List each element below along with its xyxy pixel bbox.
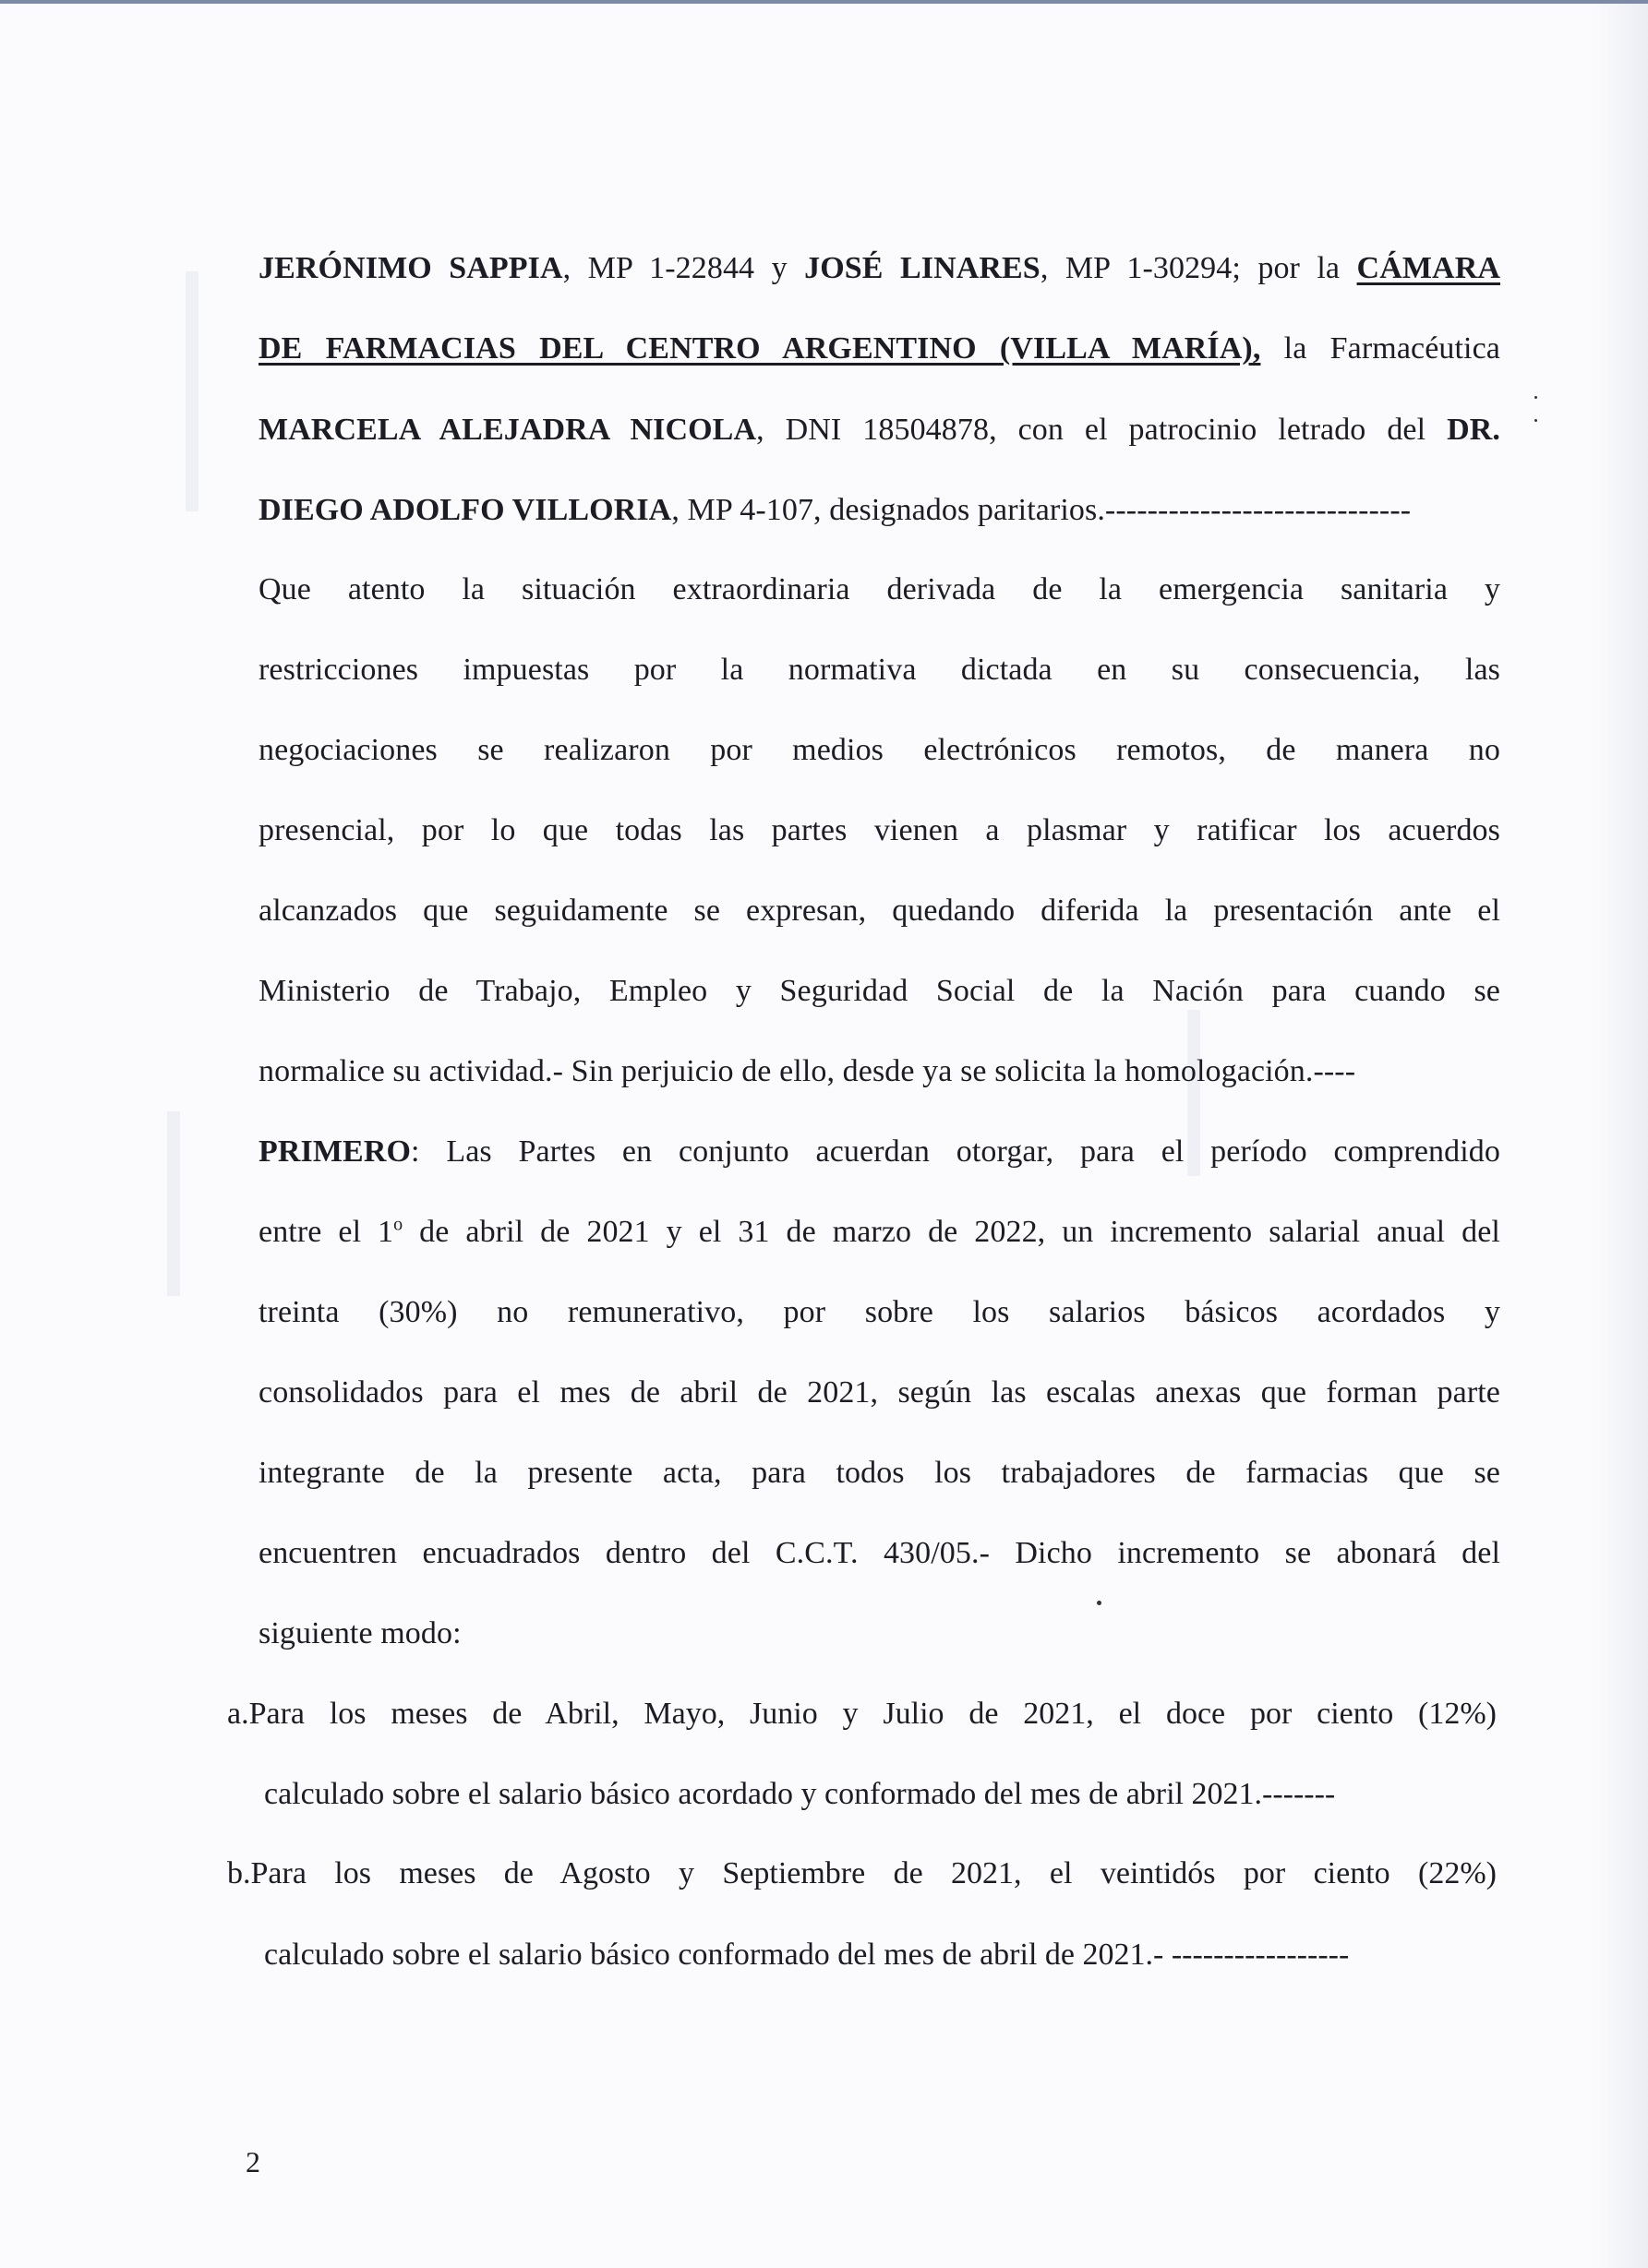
text-segment: , MP 4-107, designados paritarios.----------------------------- bbox=[671, 493, 1412, 527]
list-item-continuation-line: calculado sobre el salario básico acordado y conformado del mes de abril 2021.------- bbox=[264, 1777, 1336, 1811]
bold-text-segment: DE FARMACIAS DEL CENTRO ARGENTINO (VILLA MARÍA), bbox=[259, 331, 1261, 366]
body-line bbox=[259, 490, 1500, 531]
list-item-continuation-line: calculado sobre el salario básico conformado del mes de abril de 2021.- ----------------- bbox=[264, 1938, 1350, 1972]
bold-text-segment: CÁMARA bbox=[1356, 251, 1501, 285]
bleed-through-stamp bbox=[167, 1111, 180, 1296]
text-segment: entre el 1 bbox=[259, 1215, 394, 1249]
body-line bbox=[259, 248, 1500, 289]
body-line bbox=[259, 810, 1500, 851]
text-segment: , MP 1-30294; por la bbox=[1040, 251, 1357, 285]
list-item-first-line: b.Para los meses de Agosto y Septiembre de 2021, el veintidós por ciento (22%) bbox=[227, 1856, 1497, 1890]
page-number: 2 bbox=[246, 2145, 260, 2178]
text-segment: alcanzados que seguidamente se expresan, quedando diferida la presentación ante el bbox=[259, 894, 1500, 928]
list-item-first-line: a.Para los meses de Abril, Mayo, Junio y Julio de 2021, el doce por ciento (12%) bbox=[227, 1697, 1497, 1731]
text-segment: presencial, por lo que todas las partes vienen a plasmar y ratificar los acuerdos bbox=[259, 813, 1500, 847]
bold-text-segment: JOSÉ LINARES bbox=[804, 251, 1041, 285]
body-line bbox=[259, 1614, 1500, 1654]
body-line bbox=[259, 971, 1500, 1012]
ink-speck bbox=[1534, 396, 1537, 399]
bold-text-segment: MARCELA ALEJADRA NICOLA bbox=[259, 413, 757, 447]
text-segment: de abril de 2021 y el 31 de marzo de 2022, un incremento salarial anual del bbox=[403, 1215, 1500, 1249]
body-line bbox=[259, 650, 1500, 690]
bold-text-segment: JERÓNIMO SAPPIA bbox=[259, 251, 563, 285]
text-segment: treinta (30%) no remunerativo, por sobre los salarios básicos acordados y bbox=[259, 1295, 1500, 1329]
bold-text-segment: PRIMERO bbox=[259, 1134, 412, 1169]
text-segment: integrante de la presente acta, para todos los trabajadores de farmacias que se bbox=[259, 1456, 1500, 1490]
ink-speck bbox=[1097, 1601, 1101, 1605]
body-line bbox=[259, 891, 1500, 931]
body-line bbox=[259, 730, 1500, 771]
text-segment: : Las Partes en conjunto acuerdan otorgar, para el período comprendido bbox=[411, 1134, 1500, 1169]
text-segment: restricciones impuestas por la normativa dictada en su consecuencia, las bbox=[259, 653, 1500, 687]
text-segment: , MP 1-22844 y bbox=[562, 251, 805, 285]
bold-text-segment: DR. bbox=[1447, 413, 1500, 447]
body-line bbox=[259, 1292, 1500, 1333]
superscript: o bbox=[393, 1214, 403, 1235]
text-segment: Que atento la situación extraordinaria derivada de la emergencia sanitaria y bbox=[259, 572, 1500, 606]
text-segment: normalice su actividad.- Sin perjuicio de ello, desde ya se solicita la homologación.---- bbox=[259, 1054, 1356, 1088]
bold-text-segment: DIEGO ADOLFO VILLORIA bbox=[259, 493, 672, 527]
body-line bbox=[259, 1051, 1500, 1092]
body-line bbox=[259, 1453, 1500, 1494]
bleed-through-stamp bbox=[186, 271, 198, 511]
text-segment: Ministerio de Trabajo, Empleo y Seguridad Social de la Nación para cuando se bbox=[259, 974, 1500, 1008]
body-line bbox=[259, 1373, 1500, 1413]
body-line bbox=[259, 1212, 1500, 1253]
text-segment: encuentren encuadrados dentro del C.C.T. 430/05.- Dicho incremento se abonará del bbox=[259, 1536, 1500, 1570]
body-line bbox=[259, 329, 1500, 369]
text-segment: , DNI 18504878, con el patrocinio letrado del bbox=[756, 413, 1448, 447]
text-segment: siguiente modo: bbox=[259, 1616, 462, 1650]
body-line bbox=[259, 1132, 1500, 1172]
body-line bbox=[259, 410, 1500, 450]
body-line bbox=[259, 1533, 1500, 1574]
text-segment: la Farmacéutica bbox=[1260, 331, 1500, 366]
text-segment: consolidados para el mes de abril de 2021, según las escalas anexas que forman parte bbox=[259, 1375, 1500, 1410]
ink-speck bbox=[1534, 419, 1537, 422]
text-segment: negociaciones se realizaron por medios electrónicos remotos, de manera no bbox=[259, 733, 1500, 767]
body-line bbox=[259, 570, 1500, 610]
